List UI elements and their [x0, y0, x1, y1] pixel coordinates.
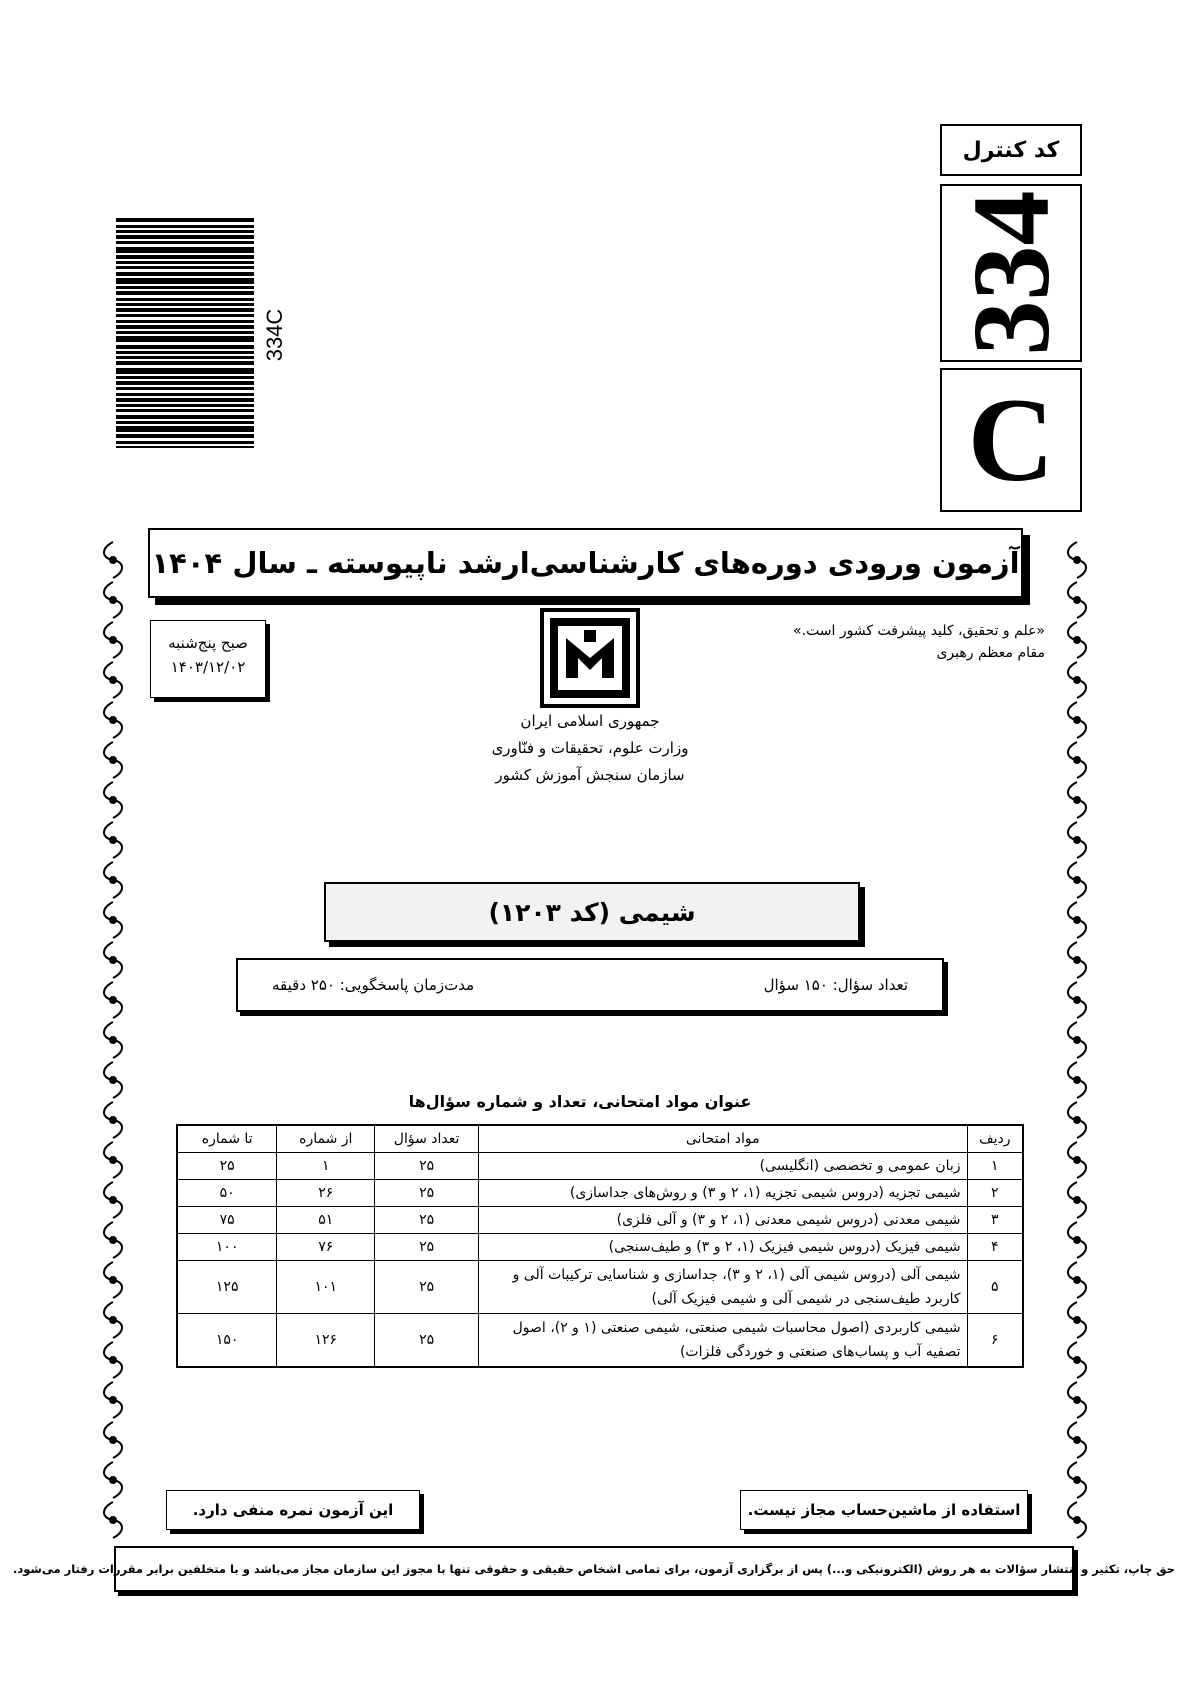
- cell-from: ۷۶: [277, 1234, 375, 1261]
- cell-subject: شیمی فیزیک (دروس شیمی فیزیک (۱، ۲ و ۳) و طیف‌سنجی): [478, 1234, 967, 1261]
- org-line-2: وزارت علوم، تحقیقات و فنّاوری: [491, 739, 689, 757]
- exam-info-bar: [236, 958, 948, 1016]
- table-row: [177, 1180, 1023, 1207]
- barcode-text: 334C: [262, 308, 287, 362]
- cell-row: ۴: [967, 1234, 1023, 1261]
- exam-session: صبح پنج‌شنبه: [168, 634, 248, 652]
- copyright-notice: حق چاپ، تکثیر و انتشار سؤالات به هر روش (الکترونیکی و...) پس از برگزاری آزمون، برای تمامی اشخاص حقیقی و حقوقی تنها با مجوز این سازمان مجاز می‌باشد و با متخلفین برابر مقررات رفتار می‌شود.: [114, 1546, 1074, 1592]
- header-subject: مواد امتحانی: [478, 1125, 967, 1153]
- header-from: از شماره: [277, 1125, 375, 1153]
- cell-subject: شیمی تجزیه (دروس شیمی تجزیه (۱، ۲ و ۳) و روش‌های جداسازی): [478, 1180, 967, 1207]
- cell-subject: شیمی کاربردی (اصول محاسبات شیمی صنعتی، شیمی صنعتی (۱ و ۲)، اصول تصفیه آب و پساب‌های صنعتی و خوردگی فلزات): [478, 1314, 967, 1368]
- cell-row: ۱: [967, 1153, 1023, 1180]
- table-row: [177, 1234, 1023, 1261]
- exam-title: آزمون ورودی دوره‌های کارشناسی‌ارشد ناپیوسته ـ سال ۱۴۰۴: [148, 528, 1023, 598]
- cell-from: ۱: [277, 1153, 375, 1180]
- quote-block: [700, 620, 1045, 664]
- cell-subject: زبان عمومی و تخصصی (انگلیسی): [478, 1153, 967, 1180]
- cell-count: ۲۵: [375, 1180, 479, 1207]
- table-row: [177, 1314, 1023, 1368]
- organization-block: [450, 708, 730, 789]
- subject-title: شیمی (کد ۱۲۰۳): [324, 882, 860, 942]
- cell-to: ۱۲۵: [177, 1261, 277, 1314]
- cell-row: ۶: [967, 1314, 1023, 1368]
- cell-to: ۱۰۰: [177, 1234, 277, 1261]
- cell-to: ۱۵۰: [177, 1314, 277, 1368]
- cell-to: ۲۵: [177, 1153, 277, 1180]
- subjects-table: [176, 1124, 1024, 1368]
- cell-subject: شیمی آلی (دروس شیمی آلی (۱، ۲ و ۳)، جداسازی و شناسایی ترکیبات آلی و کاربرد طیف‌سنجی در شیمی آلی و شیمی فیزیک آلی): [478, 1261, 967, 1314]
- exam-duration: مدت‌زمان پاسخگویی: ۲۵۰ دقیقه: [272, 976, 475, 994]
- question-count: تعداد سؤال: ۱۵۰ سؤال: [763, 976, 908, 994]
- quote-author: مقام معظم رهبری: [936, 645, 1045, 661]
- org-line-3: سازمان سنجش آموزش کشور: [495, 766, 685, 784]
- header-count: تعداد سؤال: [375, 1125, 479, 1153]
- control-code-letter: C: [940, 368, 1082, 512]
- org-line-1: جمهوری اسلامی ایران: [520, 712, 660, 730]
- cell-row: ۳: [967, 1207, 1023, 1234]
- subject-banner: [324, 882, 864, 946]
- cell-count: ۲۵: [375, 1234, 479, 1261]
- table-row: [177, 1153, 1023, 1180]
- negative-marking-note: این آزمون نمره منفی دارد.: [166, 1490, 420, 1530]
- quote-text: «علم و تحقیق، کلید پیشرفت کشور است.»: [793, 623, 1045, 639]
- table-header-row: [177, 1125, 1023, 1153]
- control-code-label: کد کنترل: [940, 124, 1082, 176]
- organization-logo-icon: [540, 608, 640, 708]
- cell-from: ۲۶: [277, 1180, 375, 1207]
- cell-count: ۲۵: [375, 1261, 479, 1314]
- table-row: [177, 1207, 1023, 1234]
- cell-from: ۵۱: [277, 1207, 375, 1234]
- cell-row: ۵: [967, 1261, 1023, 1314]
- barcode-icon: [116, 218, 254, 448]
- table-row: [177, 1261, 1023, 1314]
- header-to: تا شماره: [177, 1125, 277, 1153]
- cell-to: ۷۵: [177, 1207, 277, 1234]
- cell-count: ۲۵: [375, 1153, 479, 1180]
- cell-count: ۲۵: [375, 1207, 479, 1234]
- exam-date: ۱۴۰۳/۱۲/۰۲: [170, 658, 246, 676]
- decorative-border-left-icon: [96, 540, 130, 1540]
- control-code: [940, 184, 1082, 362]
- control-code-number: 334: [950, 190, 1072, 356]
- exam-title-banner: [148, 528, 1033, 606]
- cell-from: ۱۰۱: [277, 1261, 375, 1314]
- exam-date-box: [150, 620, 266, 698]
- cell-count: ۲۵: [375, 1314, 479, 1368]
- cell-to: ۵۰: [177, 1180, 277, 1207]
- cell-from: ۱۲۶: [277, 1314, 375, 1368]
- barcode-label: [240, 300, 310, 370]
- table-title: عنوان مواد امتحانی، تعداد و شماره سؤال‌ها: [408, 1092, 752, 1111]
- cell-row: ۲: [967, 1180, 1023, 1207]
- cell-subject: شیمی معدنی (دروس شیمی معدنی (۱، ۲ و ۳) و آلی فلزی): [478, 1207, 967, 1234]
- decorative-border-right-icon: [1060, 540, 1094, 1540]
- header-row-number: ردیف: [967, 1125, 1023, 1153]
- calculator-note: استفاده از ماشین‌حساب مجاز نیست.: [740, 1490, 1028, 1530]
